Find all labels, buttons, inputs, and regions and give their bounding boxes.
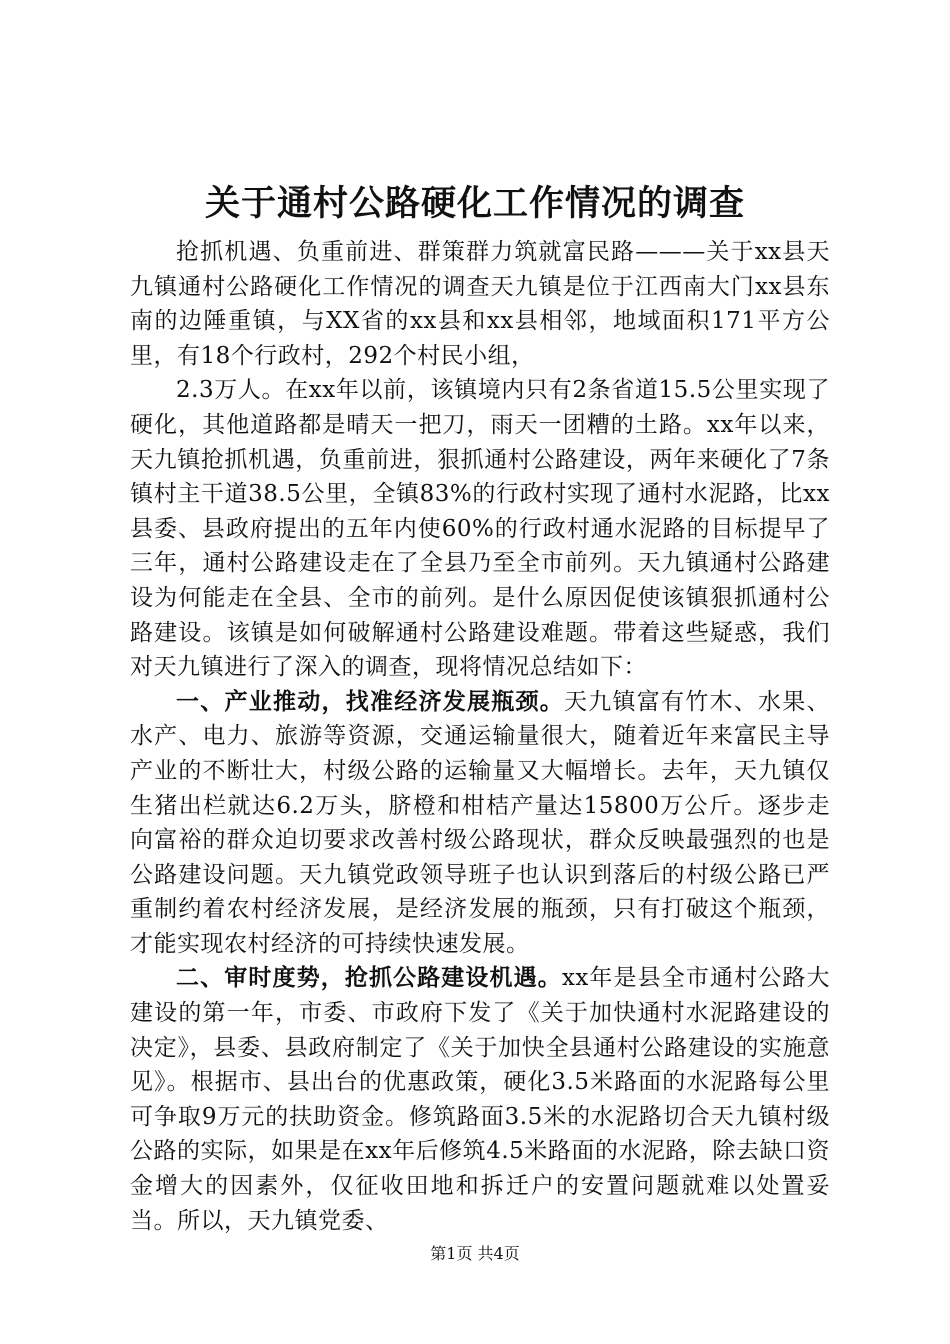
paragraph-text: 抢抓机遇、负重前进、群策群力筑就富民路———关于xx县天九镇通村公路硬化工作情况的调查天九镇是位于江西南大门xx县东南的边陲重镇，与XX省的xx县和xx县相邻，地域面积171平方公里，有18个行政村，292个村民小组， [130,239,830,369]
document-body [130,235,830,1238]
paragraph-intro [130,235,830,373]
document-title: 关于通村公路硬化工作情况的调查 [204,183,745,224]
section-two-heading: 二、审时度势，抢抓公路建设机遇。 [176,964,562,992]
paragraph-text: xx年是县全市通村公路大建设的第一年，市委、市政府下发了《关于加快通村水泥路建设的决定》，县委、县政府制定了《关于加快全县通村公路建设的实施意见》。根据市、县出台的优惠政策，硬化3.5米路面的水泥路每公里可争取9万元的扶助资金。修筑路面3.5米的水泥路切合天九镇村级公路的实际，如果是在xx年后修筑4.5米路面的水泥路，除去缺口资金增大的因素外，仅征收田地和拆迁户的安置问题就难以处置妥当。所以，天九镇党委、 [130,965,830,1234]
paragraph-overview [130,373,830,684]
paragraph-text: 2.3万人。在xx年以前，该镇境内只有2条省道15.5公里实现了硬化，其他道路都是晴天一把刀，雨天一团糟的土路。xx年以来，天九镇抢抓机遇，负重前进，狠抓通村公路建设，两年来硬化了7条镇村主干道38.5公里，全镇83%的行政村实现了通村水泥路，比xx县委、县政府提出的五年内使60%的行政村通水泥路的目标提早了三年，通村公路建设走在了全县乃至全市前列。天九镇通村公路建设为何能走在全县、全市的前列。是什么原因促使该镇狠抓通村公路建设。该镇是如何破解通村公路建设难题。带着这些疑惑，我们对天九镇进行了深入的调查，现将情况总结如下： [130,377,830,681]
paragraph-text: 天九镇富有竹木、水果、水产、电力、旅游等资源，交通运输量很大，随着近年来富民主导产业的不断壮大，村级公路的运输量又大幅增长。去年，天九镇仅生猪出栏就达6.2万头，脐橙和柑桔产量达15800万公斤。逐步走向富裕的群众迫切要求改善村级公路现状，群众反映最强烈的也是公路建设问题。天九镇党政领导班子也认识到落后的村级公路已严重制约着农村经济发展，是经济发展的瓶颈，只有打破这个瓶颈，才能实现农村经济的可持续快速发展。 [130,688,830,957]
page-number-footer: 第1页 共4页 [430,1244,520,1263]
paragraph-section-two [130,961,830,1238]
section-one-heading: 一、产业推动，找准经济发展瓶颈。 [176,687,564,715]
paragraph-section-one [130,685,830,962]
